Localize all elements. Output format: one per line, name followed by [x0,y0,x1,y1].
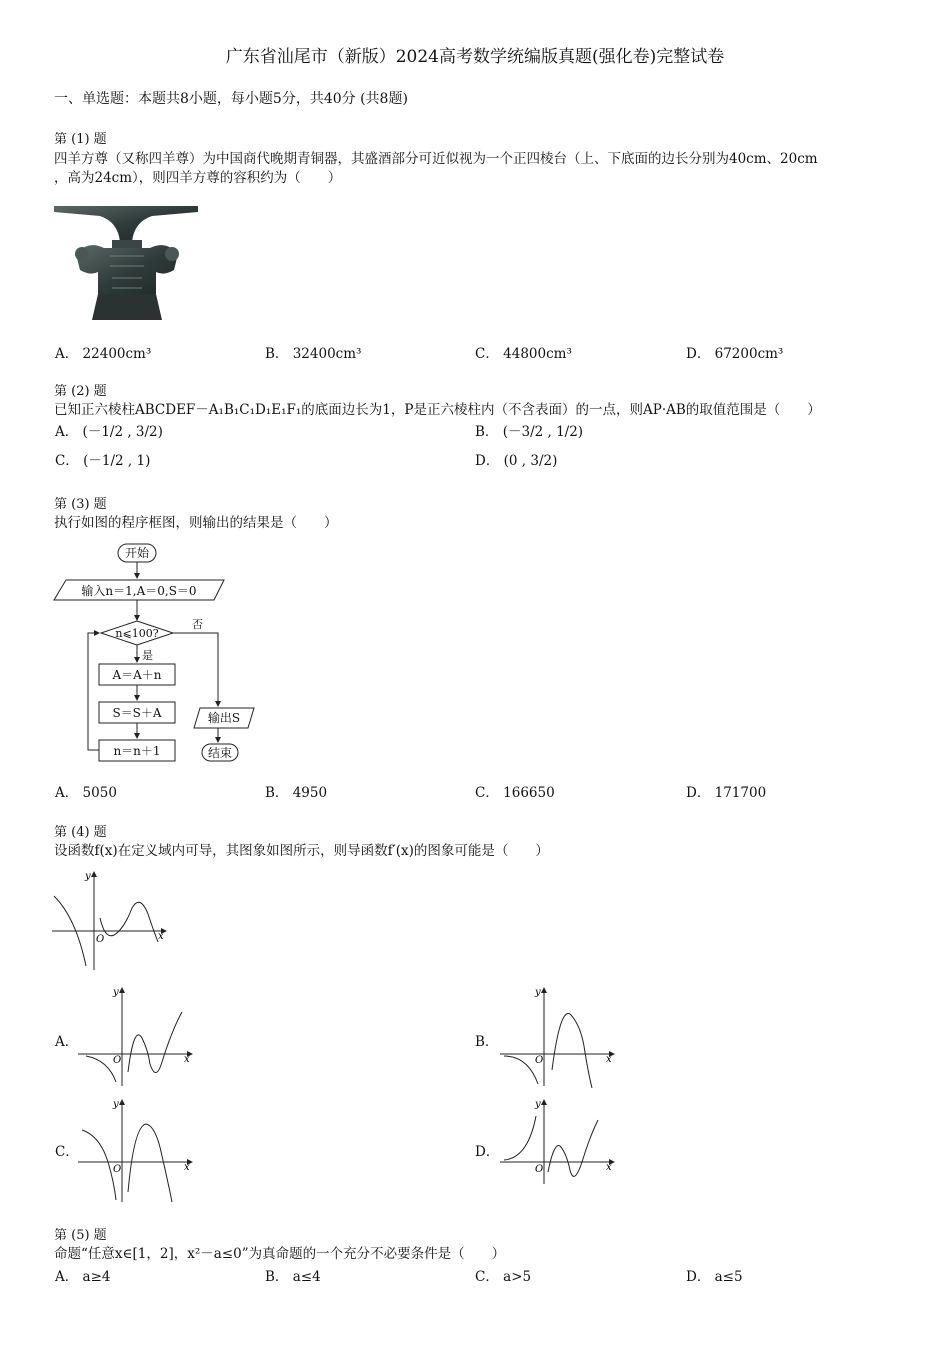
option-a: (－1/2 , 3/2) [82,424,163,440]
question-text: 已知正六棱柱ABCDEF－A₁B₁C₁D₁E₁F₁的底面边长为1，P是正六棱柱内（不含表面）的一点，则AP·AB的取值范围是（ ） [54,402,821,418]
flow-end-label: 结束 [207,746,233,760]
origin-label: O [535,1055,544,1066]
section-heading: 一、单选题：本题共8小题，每小题5分，共40分 (共8题) [54,91,408,107]
option-letter: D． [686,1269,711,1285]
option-letter: A． [55,785,79,801]
bronze-zun-image [52,196,200,322]
option-c-graph [76,1096,198,1204]
origin-label: O [113,1164,122,1175]
question-text: 执行如图的程序框图，则输出的结果是（ ） [54,515,338,531]
option-letter: B． [475,424,499,440]
flow-condition-label: n⩽100? [115,627,159,640]
option-c: 166650 [503,785,555,801]
axis-y-label: y [85,871,91,882]
option-letter: A． [55,424,79,440]
origin-label: O [96,934,105,945]
page-title: 广东省汕尾市（新版）2024高考数学统编版真题(强化卷)完整试卷 [225,47,725,67]
option-letter: B． [265,346,289,362]
flow-step3-label: n＝n＋1 [113,744,161,758]
option-letter: C． [55,453,79,469]
option-b-graph [498,984,620,1088]
option-a: a≥4 [82,1269,111,1285]
option-c: C． [55,1144,79,1160]
flow-step2-label: S＝S＋A [112,706,162,720]
option-b: B． [475,1034,499,1050]
option-letter: B． [265,1269,289,1285]
flow-yes-label: 是 [142,649,153,662]
option-letter: D． [686,346,711,362]
axis-x-label: x [606,1162,612,1173]
flow-input-label: 输入n＝1,A＝0,S＝0 [81,584,197,598]
option-letter: C． [475,1269,499,1285]
function-graph [50,868,172,972]
option-b: (－3/2 , 1/2) [502,424,584,440]
option-c: 44800cm³ [503,346,572,362]
question-label: 第 (1) 题 [54,132,107,147]
option-d: D． [475,1144,500,1160]
flow-step1-label: A＝A＋n [112,668,162,682]
option-a: 5050 [82,785,117,801]
option-letter: C． [475,346,499,362]
axis-x-label: x [184,1054,190,1065]
flow-output-label: 输出S [207,711,241,725]
option-c: (－1/2 , 1) [83,453,151,469]
option-letter: C． [475,785,499,801]
question-label: 第 (4) 题 [54,825,107,840]
axis-y-label: y [535,1099,541,1110]
axis-y-label: y [535,987,541,998]
question-text: 命题“任意x∈[1，2]，x²－a≤0”为真命题的一个充分不必要条件是（ ） [54,1246,506,1262]
option-b: 32400cm³ [292,346,362,362]
axis-y-label: y [113,1099,119,1110]
option-letter: D． [475,453,500,469]
option-a: 22400cm³ [82,346,152,362]
option-d: (0 , 3/2) [503,453,558,469]
option-letter: A． [55,1269,79,1285]
flow-start-label: 开始 [124,546,150,560]
option-letter: A． [55,346,79,362]
option-letter: B． [265,785,289,801]
option-b: a≤4 [292,1269,321,1285]
option-d: 171700 [714,785,767,801]
question-text: 设函数f(x)在定义域内可导，其图象如图所示，则导函数f′(x)的图象可能是（ ） [54,843,549,859]
question-label: 第 (3) 题 [54,497,107,512]
option-a-graph [76,984,198,1088]
option-letter: D． [686,785,711,801]
axis-x-label: x [184,1162,190,1173]
option-d-graph [498,1096,620,1186]
program-flowchart [52,540,262,768]
option-a: A． [55,1034,79,1050]
axis-x-label: x [158,931,164,942]
origin-label: O [113,1055,122,1066]
flow-no-label: 否 [192,618,203,631]
option-d: 67200cm³ [714,346,784,362]
question-text: 四羊方尊（又称四羊尊）为中国商代晚期青铜器，其盛酒部分可近似视为一个正四棱台（上、下底面的边长分别为40cm、20cm [54,151,818,167]
axis-y-label: y [113,987,119,998]
question-text: ，高为24cm），则四羊方尊的容积约为（ ） [54,170,342,186]
option-c: a>5 [503,1269,532,1285]
origin-label: O [535,1164,544,1175]
axis-x-label: x [606,1054,612,1065]
option-b: 4950 [292,785,328,801]
question-label: 第 (5) 题 [54,1228,107,1243]
question-label: 第 (2) 题 [54,384,107,399]
option-d: a≤5 [714,1269,743,1285]
